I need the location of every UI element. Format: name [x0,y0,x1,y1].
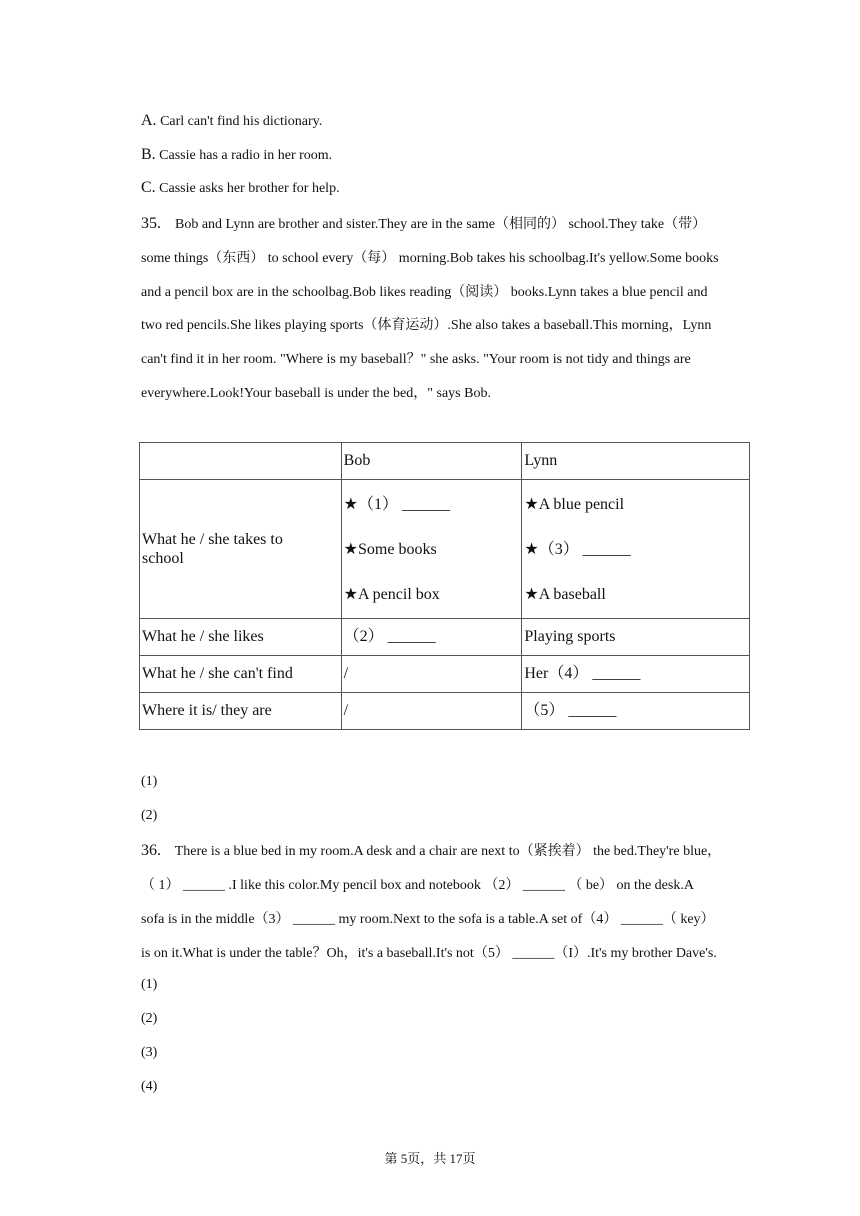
lynn-item: ★（3） ______ [524,540,631,558]
table-row [140,693,750,730]
answer-marker: (2) [141,1011,158,1026]
row-label-line: school [142,550,184,567]
option-text: Cassie asks her brother for help. [159,181,340,196]
q35-line-6: everywhere.Look!Your baseball is under the bed，" says Bob. [141,386,491,401]
question-number: 35. [141,215,161,232]
passage-text: Bob and Lynn are brother and sister.They are in the same（相同的） school.They take（带） [175,217,707,232]
bob-item: ★（1） ______ [343,495,451,513]
option-b [141,146,332,164]
q36-line-1 [141,840,721,860]
option-text: Cassie has a radio in her room. [159,148,333,163]
answer-marker: (2) [141,808,158,823]
lynn-item: ★A baseball [524,585,606,603]
lynn-cell: Her（4） ______ [522,656,750,693]
q35-line-1 [141,213,706,233]
row-label-likes: What he / she likes [140,619,342,656]
option-a [141,112,322,130]
lynn-cell: Playing sports [522,619,750,656]
table-cell-empty [140,443,342,480]
table-row [140,480,750,619]
table-header-bob: Bob [341,443,522,480]
q35-line-4: two red pencils.She likes playing sports（体育运动）.She also takes a baseball.This morning，Lynn [141,318,712,333]
answer-marker: (1) [141,977,158,992]
table-row [140,619,750,656]
page-footer: 第 5页，共 17页 [384,1151,476,1166]
option-text: Carl can't find his dictionary. [160,114,323,129]
q35-line-3: and a pencil box are in the schoolbag.Bob likes reading（阅读） books.Lynn takes a blue pencil and [141,285,708,300]
row-label-cant-find: What he / she can't find [140,656,342,693]
q36-line-2: （ 1） ______ .I like this color.My pencil box and notebook （2） ______ （ be） on the desk.A [141,878,694,893]
row-label-line: What he / she takes to [142,530,283,548]
info-table [139,442,750,730]
option-letter: A. [141,112,157,129]
q35-line-2: some things（东西） to school every（每） morning.Bob takes his schoolbag.It's yellow.Some books [141,251,719,266]
option-letter: C. [141,179,156,196]
q36-line-3: sofa is in the middle（3） ______ my room.Next to the sofa is a table.A set of（4） ______（ key） [141,912,715,927]
bob-items [341,480,522,619]
answer-marker: (4) [141,1079,158,1094]
row-label-where: Where it is/ they are [140,693,342,730]
bob-cell: / [341,693,522,730]
bob-item: ★A pencil box [343,585,440,603]
lynn-items [522,480,750,619]
table-header-lynn: Lynn [522,443,750,480]
question-number: 36. [141,842,161,859]
answer-marker: (1) [141,774,158,789]
table-header-row [140,443,750,480]
lynn-item: ★A blue pencil [524,495,625,513]
q35-line-5: can't find it in her room. "Where is my baseball？" she asks. "Your room is not tidy and things are [141,352,691,367]
passage-text: There is a blue bed in my room.A desk and a chair are next to（紧挨着） the bed.They're blue， [174,844,722,859]
bob-cell: / [341,656,522,693]
option-letter: B. [141,146,156,163]
table-row [140,656,750,693]
option-c [141,179,340,197]
answer-marker: (3) [141,1045,158,1060]
row-label-takes [140,480,342,619]
lynn-cell: （5） ______ [522,693,750,730]
bob-item: ★Some books [343,540,437,558]
bob-cell: （2） ______ [341,619,522,656]
q36-line-4: is on it.What is under the table？Oh，it's a baseball.It's not（5） ______（I）.It's my brother Dave's. [141,946,717,961]
